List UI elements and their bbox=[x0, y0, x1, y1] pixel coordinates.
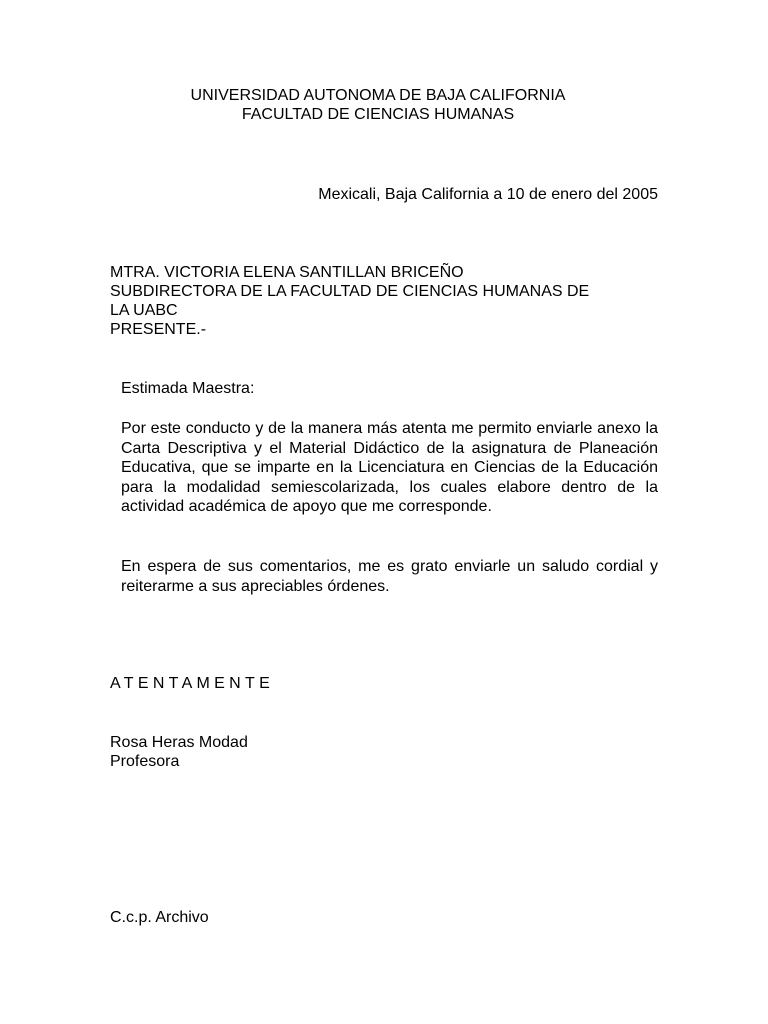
carbon-copy: C.c.p. Archivo bbox=[110, 909, 209, 926]
recipient-name: MTRA. VICTORIA ELENA SANTILLAN BRICEÑO bbox=[110, 264, 464, 281]
body-paragraph-1: Por este conducto y de la manera más atenta me permito enviarle anexo la Carta Descriptiva y el Material Didáctico de la asignatura de Planeación Educativa, que se imparte en la Licenciatura en Ciencias de la Educación para la modalidad semiescolarizada, los cuales elabore dentro de la actividad académica de apoyo que me corresponde. bbox=[121, 420, 658, 515]
signature-block bbox=[110, 733, 248, 771]
letter-date: Mexicali, Baja California a 10 de enero del 2005 bbox=[318, 186, 658, 203]
closing: ATENTAMENTE bbox=[110, 675, 275, 692]
letterhead bbox=[0, 86, 756, 124]
recipient-position: SUBDIRECTORA DE LA FACULTAD DE CIENCIAS HUMANAS DE bbox=[110, 283, 590, 300]
recipient-block bbox=[110, 263, 670, 339]
body-paragraph-2: En espera de sus comentarios, me es grato enviarle un saludo cordial y reiterarme a sus apreciables órdenes. bbox=[121, 558, 658, 595]
signer-title: Profesora bbox=[110, 753, 180, 770]
recipient-institution: LA UABC bbox=[110, 302, 178, 319]
faculty-name: FACULTAD DE CIENCIAS HUMANAS bbox=[241, 106, 515, 123]
signer-name: Rosa Heras Modad bbox=[110, 734, 248, 751]
university-name: UNIVERSIDAD AUTONOMA DE BAJA CALIFORNIA bbox=[190, 87, 566, 104]
salutation: Estimada Maestra: bbox=[121, 380, 255, 397]
recipient-presente: PRESENTE.- bbox=[110, 321, 207, 338]
